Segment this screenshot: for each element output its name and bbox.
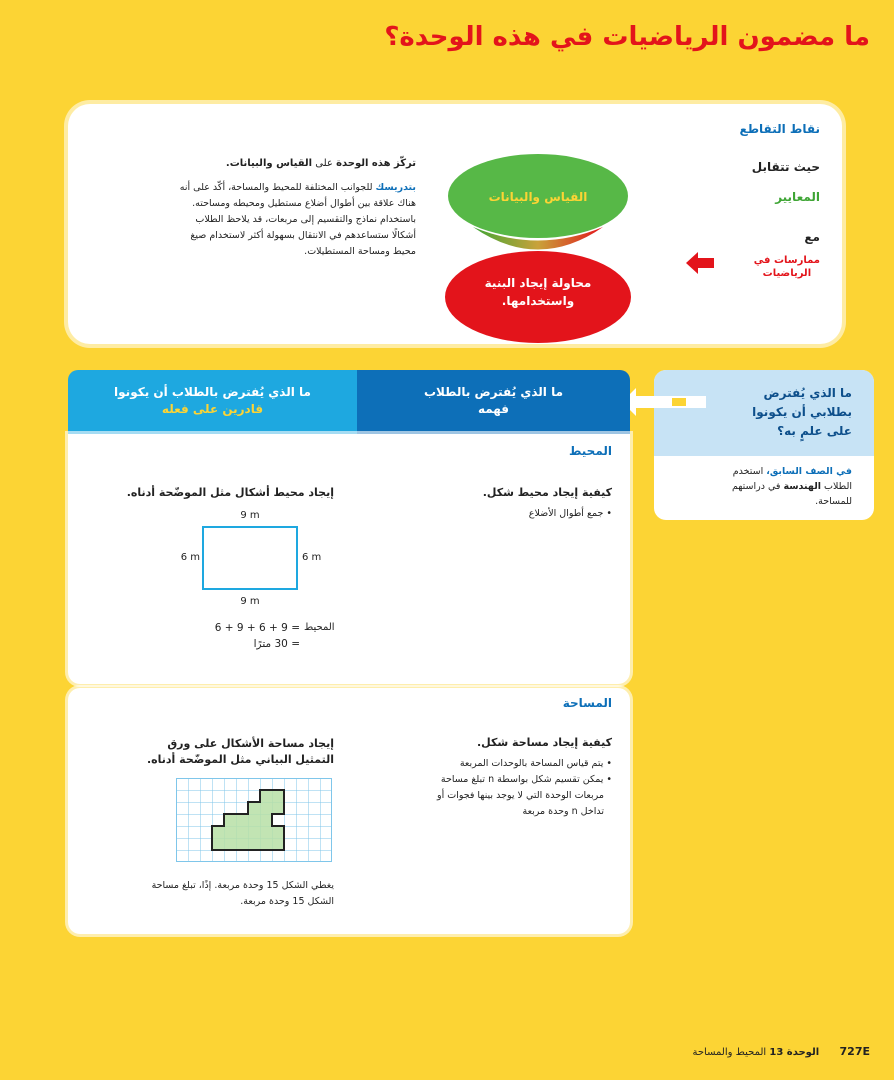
perimeter-bullet: • جمع أطوال الأضلاع [528,508,612,519]
arrow-left-icon [622,388,706,416]
rect-right-label: 6 m [302,552,322,563]
intersection-heading: نقاط التقاطع [739,122,820,136]
header-understand: ما الذي يُفترض بالطلاب فهمه [357,370,630,434]
ellipse-bottom-label: محاولة إيجاد البنية واستخدامها. [484,276,592,308]
area-understand-title: كيفية إيجاد مساحة شكل. [476,736,612,749]
focus-box [68,104,842,344]
perimeter-equation-word: المحيط [304,622,335,633]
venn-diagram [443,154,633,344]
focus-lead: تركّز هذه الوحدة على القياس والبيانات. [225,158,416,169]
perimeter-rectangle [202,526,298,590]
unit-title: المحيط والمساحة [692,1047,767,1058]
arrow-left-icon [686,252,714,274]
rect-top-label: 9 m [240,510,260,521]
rect-bottom-label: 9 m [240,596,260,607]
area-caption: يغطي الشكل 15 وحدة مربعة. إذًا، تبلغ مساحة الشكل 15 وحدة مربعة. [151,880,334,907]
rect-left-label: 6 m [180,552,200,563]
focus-paragraph: بتدريسك للجوانب المختلفة للمحيط والمساحة، أكّد على أنه هناك علاقة بين أطوال أضلاع مستطيل ومحيطه ومساحته. باستخدام نماذج والتقسيم إلى مربعات، قد يلاحظ الطلاب أشكالًا ستساعدهم في الانتقال بسهولة أكثر لاستخدام صيغ محيط ومساحة المستطيلات. [179,182,416,257]
header-able-to-do: ما الذي يُفترض بالطلاب أن يكونوا قادرين على فعله [68,370,357,434]
prior-knowledge-header: ما الذي يُفترض بطلابي أن يكونوا على علمٍ به؟ [654,370,874,456]
area-bullets: • يتم قياس المساحة بالوحدات المربعة • يمكن تقسيم شكل بواسطة n تبلغ مساحة مربعات الوحدة التي لا يوجد بينها فجوات أو تداخل n وحدة مربعة [436,758,612,817]
standards-label: المعايير [775,190,820,204]
perimeter-equation-2: = 30 مترًا [253,638,300,650]
perimeter-panel [68,434,630,684]
where-align-label: حيث تتقابل [751,160,820,174]
ellipse-top-label: القياس والبيانات [488,190,588,204]
prior-knowledge-body: في الصف السابق، استخدم الطلاب الهندسة في دراستهم للمساحة. [731,466,852,507]
perimeter-equation-1: 6 + 9 + 6 + 9 = [214,622,300,634]
with-label: مع [804,230,820,244]
page-number: 727E [839,1045,870,1058]
area-section-title: المساحة [562,696,612,710]
practices-label: ممارسات في الرياضيات [753,255,820,279]
perimeter-understand-title: كيفية إيجاد محيط شكل. [482,486,612,499]
perimeter-section-title: المحيط [568,444,612,458]
area-grid-figure [176,778,332,862]
area-do-title: إيجاد مساحة الأشكال على ورق التمثيل البياني مثل الموضّحة أدناه. [146,737,334,766]
footer [693,1045,871,1058]
area-panel [68,688,630,934]
perimeter-do-title: إيجاد محيط أشكال مثل الموضّحة أدناه. [126,486,334,499]
page-title: ما مضمون الرياضيات في هذه الوحدة؟ [384,22,870,52]
unit-number: الوحدة 13 [769,1047,820,1058]
